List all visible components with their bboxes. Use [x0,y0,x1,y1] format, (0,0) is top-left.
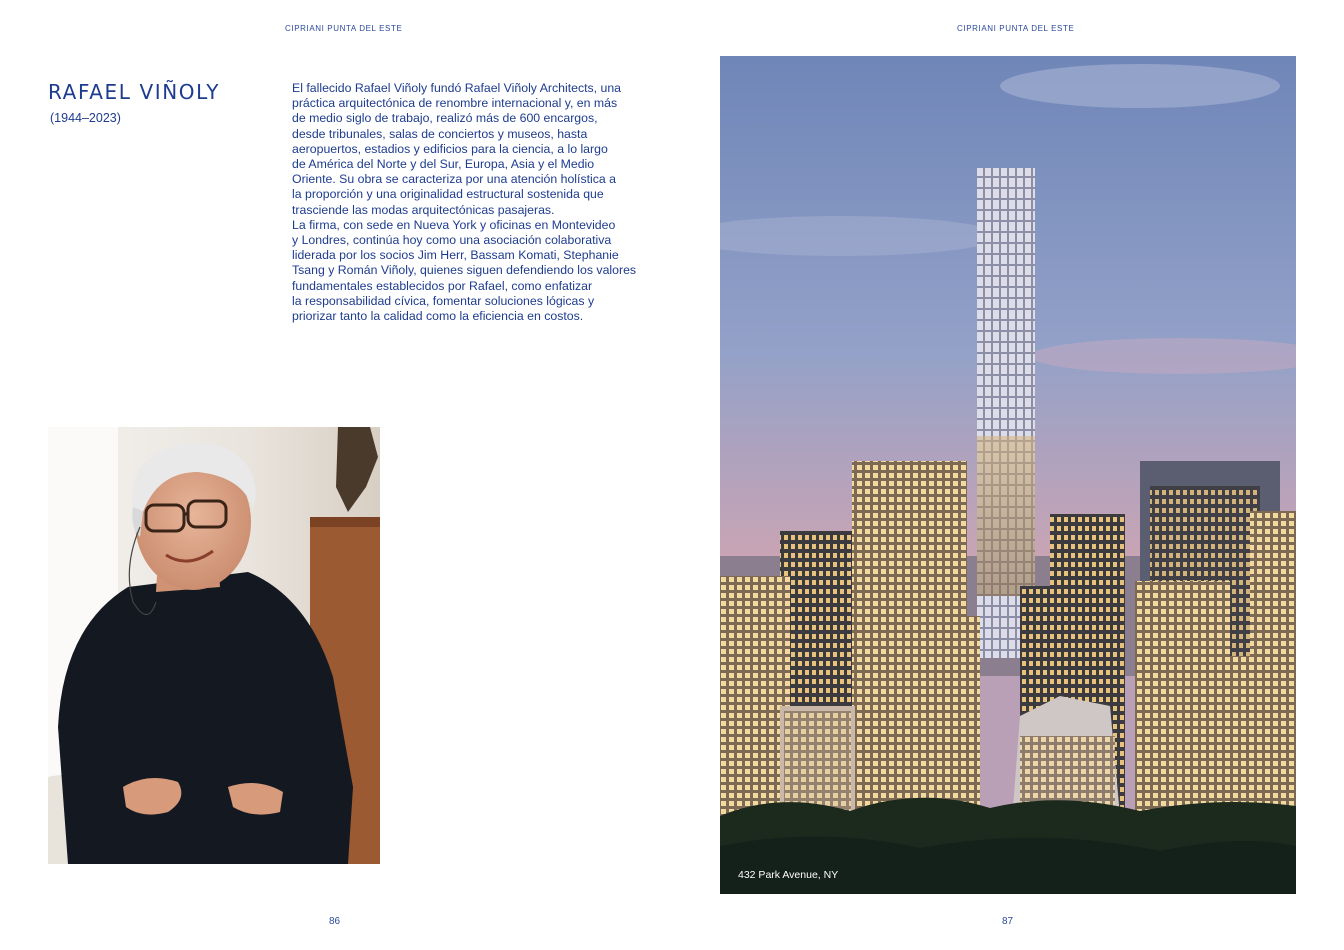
architect-name: RAFAEL VIÑOLY [48,80,221,104]
running-head: CIPRIANI PUNTA DEL ESTE [957,24,1075,33]
portrait-photo [48,427,380,864]
photo-caption: 432 Park Avenue, NY [738,869,839,881]
running-head: CIPRIANI PUNTA DEL ESTE [285,24,403,33]
biography-text: El fallecido Rafael Viñoly fundó Rafael Viñoly Architects, una práctica arquitectónica de renombre internacional y, en más de medio siglo de trabajo, realizó más de 600 encargos, desde tribunales, salas de conciertos y museos, hasta aeropuertos, estadios y edificios para la ciencia, a lo largo de América del Norte y del Sur, Europa, Asia y el Medio Oriente. Su obra se caracteriza por una atención holística a la proporción y una originalidad estructural sostenida que trasciende las modas arquitectónicas pasajeras. La firma, con sede en Nueva York y oficinas en Montevideo y Londres, continúa hoy como una asociación colaborativa liderada por los socios Jim Herr, Bassam Komati, Stephanie Tsang y Román Viñoly, quienes siguen defendiendo los valores fundamentales establecidos por Rafael, como enfatizar la responsabilidad cívica, fomentar soluciones lógicas y priorizar tanto la calidad como la eficiencia en costos. [292,81,637,324]
right-page [672,0,1344,950]
architect-years: (1944–2023) [50,111,121,125]
page-number: 86 [329,916,341,927]
page-number: 87 [1002,916,1014,927]
skyline-photo [720,56,1296,894]
